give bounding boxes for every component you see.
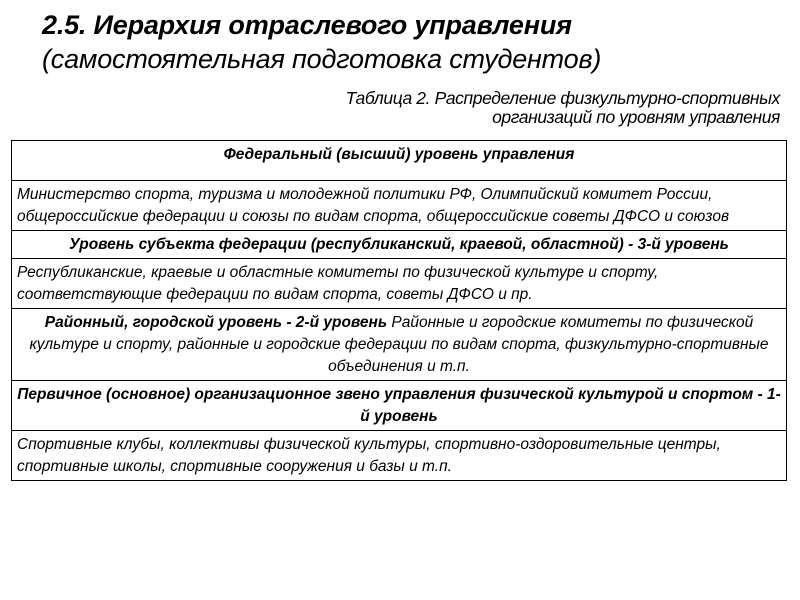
table-row bbox=[12, 259, 787, 309]
district-level-organizations: Районные и городские комитеты по физической культуре и спорту, районные и городские федерации по видам спорта, физкультурно-спортивные объединения и т.п. bbox=[29, 314, 769, 375]
table-row bbox=[12, 141, 787, 181]
management-levels-table bbox=[11, 140, 787, 481]
table-row bbox=[12, 431, 787, 481]
page-title bbox=[42, 8, 782, 76]
table-row bbox=[12, 381, 787, 431]
table-caption bbox=[220, 89, 780, 127]
district-level-cell bbox=[12, 309, 787, 381]
district-level-heading: Районный, городской уровень - 2-й уровень bbox=[44, 314, 388, 331]
table-row bbox=[12, 231, 787, 259]
primary-level-heading: Первичное (основное) организационное звено управления физической культурой и спортом - 1-й уровень bbox=[12, 381, 787, 431]
caption-line-2: организаций по уровням управления bbox=[492, 107, 780, 127]
title-line-1: 2.5. Иерархия отраслевого управления bbox=[42, 10, 572, 40]
table-row bbox=[12, 181, 787, 231]
caption-line-1: Таблица 2. Распределение физкультурно-спортивных bbox=[345, 88, 780, 108]
title-line-2: (самостоятельная подготовка студентов) bbox=[42, 44, 602, 74]
table-row bbox=[12, 309, 787, 381]
primary-level-organizations: Спортивные клубы, коллективы физической культуры, спортивно-оздоровительные центры, спортивные школы, спортивные сооружения и базы и т.п. bbox=[12, 431, 787, 481]
regional-level-organizations: Республиканские, краевые и областные комитеты по физической культуре и спорту, соответствующие федерации по видам спорта, советы ДФСО и пр. bbox=[12, 259, 787, 309]
federal-level-heading: Федеральный (высший) уровень управления bbox=[12, 141, 787, 181]
regional-level-heading: Уровень субъекта федерации (республиканский, краевой, областной) - 3-й уровень bbox=[12, 231, 787, 259]
federal-level-organizations: Министерство спорта, туризма и молодежной политики РФ, Олимпийский комитет России, общероссийские федерации и союзы по видам спорта, общероссийские советы ДФСО и союзов bbox=[12, 181, 787, 231]
